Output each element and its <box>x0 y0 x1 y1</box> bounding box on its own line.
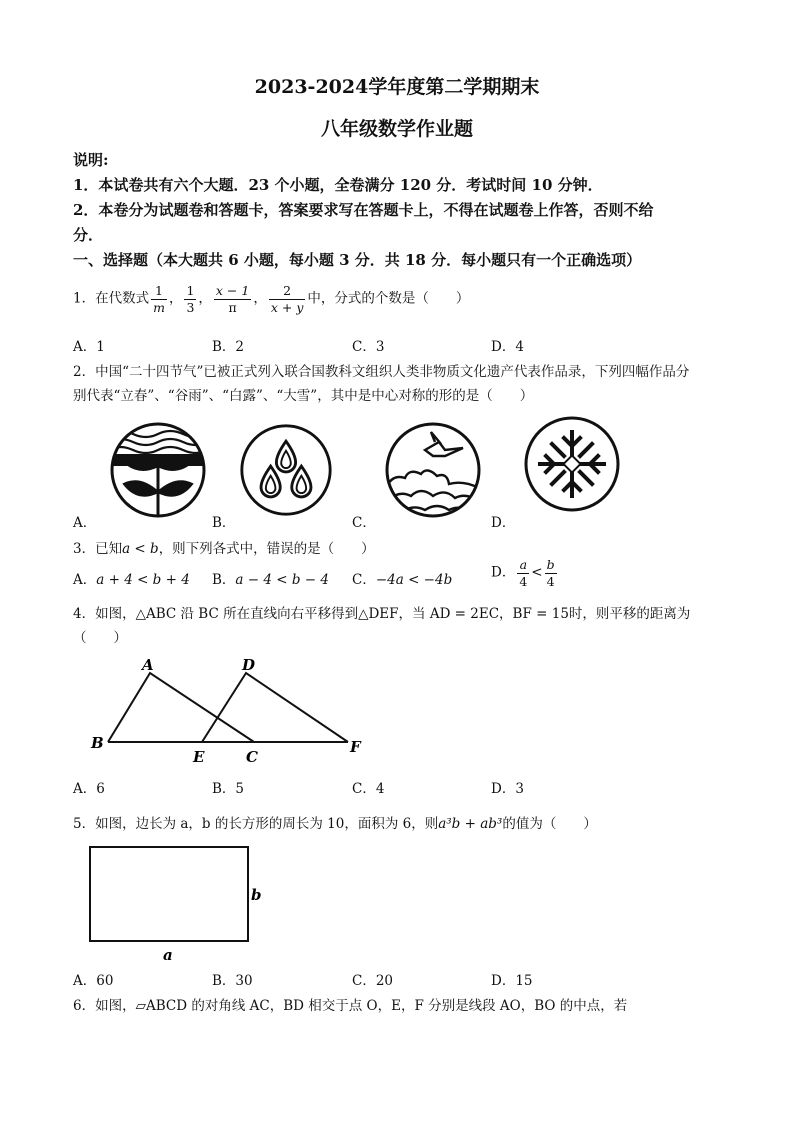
q4-option-b: B．5 <box>212 781 245 797</box>
notes-item-2: 2．本卷分为试题卷和答题卡，答案要求写在答题卡上，不得在试题卷上作答，否则不给 <box>73 201 654 219</box>
q1-suffix: 中，分式的个数是（ ） <box>307 290 470 307</box>
label-c: C <box>246 748 258 766</box>
label-side-a: a <box>163 946 173 964</box>
q1-prefix: 1．在代数式 <box>73 290 150 307</box>
q1-option-d: D．4 <box>491 339 524 355</box>
q3-option-d: D． $\frac{a}{4}$ < $\frac{b}{4}$ <box>491 557 555 589</box>
q1-option-b: B．2 <box>212 339 245 355</box>
question-2-line-2: 别代表“立春”、“谷雨”、“白露”、“大雪”，其中是中心对称的形的是（ ） <box>73 388 534 404</box>
label-b: B <box>91 734 104 752</box>
q5-option-d: D．15 <box>491 973 533 989</box>
section-heading: 一、选择题（本大题共 6 小题，每小题 3 分．共 18 分．每小题只有一个正确选项） <box>73 251 642 269</box>
question-6-line-1: 6．如图，▱ABCD 的对角线 AC，BD 相交于点 O，E，F 分别是线段 AO，BO 的中点，若 <box>73 998 628 1014</box>
label-e: E <box>193 748 205 766</box>
q3-option-b: B．a − 4 < b − 4 <box>212 572 329 588</box>
q5-expression: a³b + ab³ <box>438 816 503 832</box>
notes-item-1: 1．本试卷共有六个大题．23 个小题，全卷满分 120 分．考试时间 10 分钟． <box>73 176 603 194</box>
q1-fraction-3: $\frac{x - 1}{\pi}$ <box>215 283 250 315</box>
question-4-line-1: 4．如图，△ABC 沿 BC 所在直线向右平移得到△DEF，当 AD = 2EC，BF = 15时，则平移的距离为 <box>73 606 691 622</box>
q4-option-a: A．6 <box>73 781 105 797</box>
question-2-line-1: 2．中国“二十四节气”已被正式列入联合国教科文组织人类非物质文化遗产代表作品录，下列四幅作品分 <box>73 364 690 380</box>
question-3: 3．已知a < b，则下列各式中，错误的是（ ） <box>73 541 375 557</box>
q4-option-d: D．3 <box>491 781 524 797</box>
q2-option-b: B． <box>212 515 236 531</box>
page-subtitle: 八年级数学作业题 <box>320 118 473 140</box>
q3-option-a: A．a + 4 < b + 4 <box>73 572 190 588</box>
q5-option-a: A．60 <box>73 973 114 989</box>
q1-fraction-1: $\frac{1}{m}$ <box>153 283 165 315</box>
question-1: 1．在代数式 $\frac{1}{m}$ ， $\frac{1}{3}$ ， $\frac{x - 1}{\pi}$ ， $\frac{2}{x + y}$ 中，分式的个数是（ ） <box>73 283 470 315</box>
q1-fraction-4: $\frac{2}{x + y}$ <box>270 283 304 315</box>
q2-option-d: D． <box>491 515 516 531</box>
label-side-b: b <box>251 886 262 904</box>
q5-option-b: B．30 <box>212 973 253 989</box>
label-d: D <box>242 656 256 674</box>
q1-option-c: C．3 <box>352 339 385 355</box>
q1-option-a: A．1 <box>73 339 105 355</box>
question-5: 5．如图，边长为 a，b 的长方形的周长为 10，面积为 6，则a³b + ab³的值为（ ） <box>73 816 597 832</box>
question-4-line-2: （ ） <box>73 630 127 646</box>
q2-option-c: C． <box>352 515 376 531</box>
q3-condition: a < b <box>122 541 159 557</box>
notes-heading: 说明: <box>73 151 109 169</box>
label-f: F <box>350 738 361 756</box>
q1-fraction-2: $\frac{1}{3}$ <box>186 283 195 315</box>
label-a: A <box>142 656 154 674</box>
q2-option-a: A． <box>73 515 97 531</box>
page-title: 2023-2024学年度第二学期期末 <box>254 76 540 98</box>
q3-option-c: C．−4a < −4b <box>352 572 453 588</box>
notes-item-2-cont: 分． <box>73 226 104 244</box>
q4-option-c: C．4 <box>352 781 385 797</box>
q5-option-c: C．20 <box>352 973 394 989</box>
